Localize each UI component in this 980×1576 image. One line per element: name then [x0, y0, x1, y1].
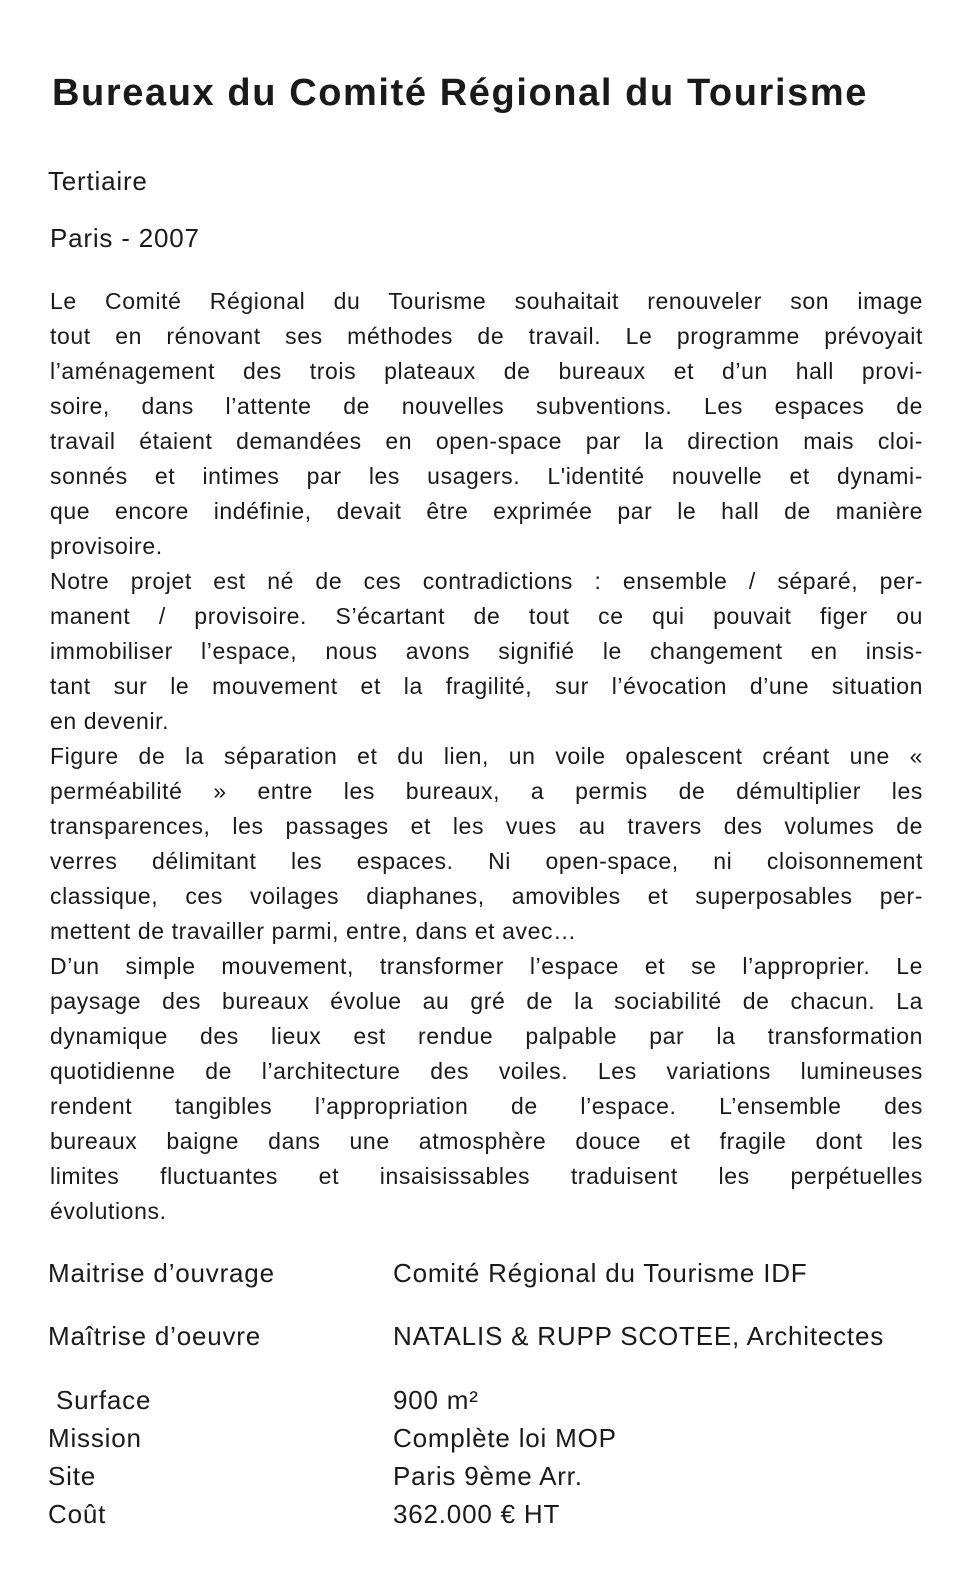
fact-label: Surface: [48, 1385, 152, 1415]
fact-value: NATALIS & RUPP SCOTEE, Architectes: [393, 1321, 885, 1351]
text-line: que encore indéfinie, devait être exprimée par le hall de manière: [50, 498, 923, 524]
fact-value: Paris 9ème Arr.: [393, 1461, 583, 1491]
text-line: perméabilité » entre les bureaux, a permis de démultiplier les: [50, 778, 923, 804]
text-line: transparences, les passages et les vues au travers des volumes de: [50, 813, 923, 839]
text-line: verres délimitant les espaces. Ni open-space, ni cloisonnement: [50, 848, 923, 874]
text-line: dynamique des lieux est rendue palpable par la transformation: [50, 1023, 923, 1049]
text-line: l’aménagement des trois plateaux de bureaux et d’un hall provi-: [50, 358, 923, 384]
fact-label: Site: [48, 1461, 97, 1491]
text-line: Notre projet est né de ces contradictions : ensemble / séparé, per-: [50, 568, 923, 594]
fact-value: Complète loi MOP: [393, 1423, 617, 1453]
text-line: sonnés et intimes par les usagers. L'identité nouvelle et dynami-: [50, 463, 923, 489]
text-line: paysage des bureaux évolue au gré de la sociabilité de chacun. La: [50, 988, 923, 1014]
fact-value: 900 m²: [393, 1385, 479, 1415]
text-line: évolutions.: [50, 1198, 167, 1224]
fact-label: Maîtrise d’oeuvre: [48, 1321, 262, 1351]
project-place-year: Paris - 2007: [50, 223, 200, 253]
description-paragraph: [50, 739, 923, 949]
text-line: tant sur le mouvement et la fragilité, sur l’évocation d’une situation: [50, 673, 923, 699]
description-paragraph: [50, 284, 923, 564]
description-paragraph: [50, 949, 923, 1229]
page-title: Bureaux du Comité Régional du Tourisme: [52, 72, 868, 114]
description-paragraph: [50, 564, 923, 739]
text-line: mettent de travailler parmi, entre, dans et avec…: [50, 918, 577, 944]
text-line: Le Comité Régional du Tourisme souhaitait renouveler son image: [50, 288, 923, 314]
text-line: tout en rénovant ses méthodes de travail. Le programme prévoyait: [50, 323, 923, 349]
text-line: quotidienne de l’architecture des voiles. Les variations lumineuses: [50, 1058, 923, 1084]
fact-label: Mission: [48, 1423, 142, 1453]
text-line: soire, dans l’attente de nouvelles subventions. Les espaces de: [50, 393, 923, 419]
text-line: Figure de la séparation et du lien, un voile opalescent créant une «: [50, 743, 923, 769]
fact-value: Comité Régional du Tourisme IDF: [393, 1258, 808, 1288]
project-description: [50, 284, 923, 1229]
fact-value: 362.000 € HT: [393, 1499, 561, 1529]
fact-label: Maitrise d’ouvrage: [48, 1258, 275, 1288]
text-line: provisoire.: [50, 533, 163, 559]
text-line: immobiliser l’espace, nous avons signifié le changement en insis-: [50, 638, 923, 664]
text-line: manent / provisoire. S’écartant de tout ce qui pouvait figer ou: [50, 603, 923, 629]
text-line: bureaux baigne dans une atmosphère douce et fragile dont les: [50, 1128, 923, 1154]
project-category: Tertiaire: [48, 166, 148, 196]
text-line: en devenir.: [50, 708, 170, 734]
text-line: rendent tangibles l’appropriation de l’espace. L’ensemble des: [50, 1093, 923, 1119]
text-line: limites fluctuantes et insaisissables traduisent les perpétuelles: [50, 1163, 923, 1189]
text-line: travail étaient demandées en open-space par la direction mais cloi-: [50, 428, 923, 454]
text-line: classique, ces voilages diaphanes, amovibles et superposables per-: [50, 883, 923, 909]
fact-label: Coût: [48, 1499, 107, 1529]
text-line: D’un simple mouvement, transformer l’espace et se l’approprier. Le: [50, 953, 923, 979]
